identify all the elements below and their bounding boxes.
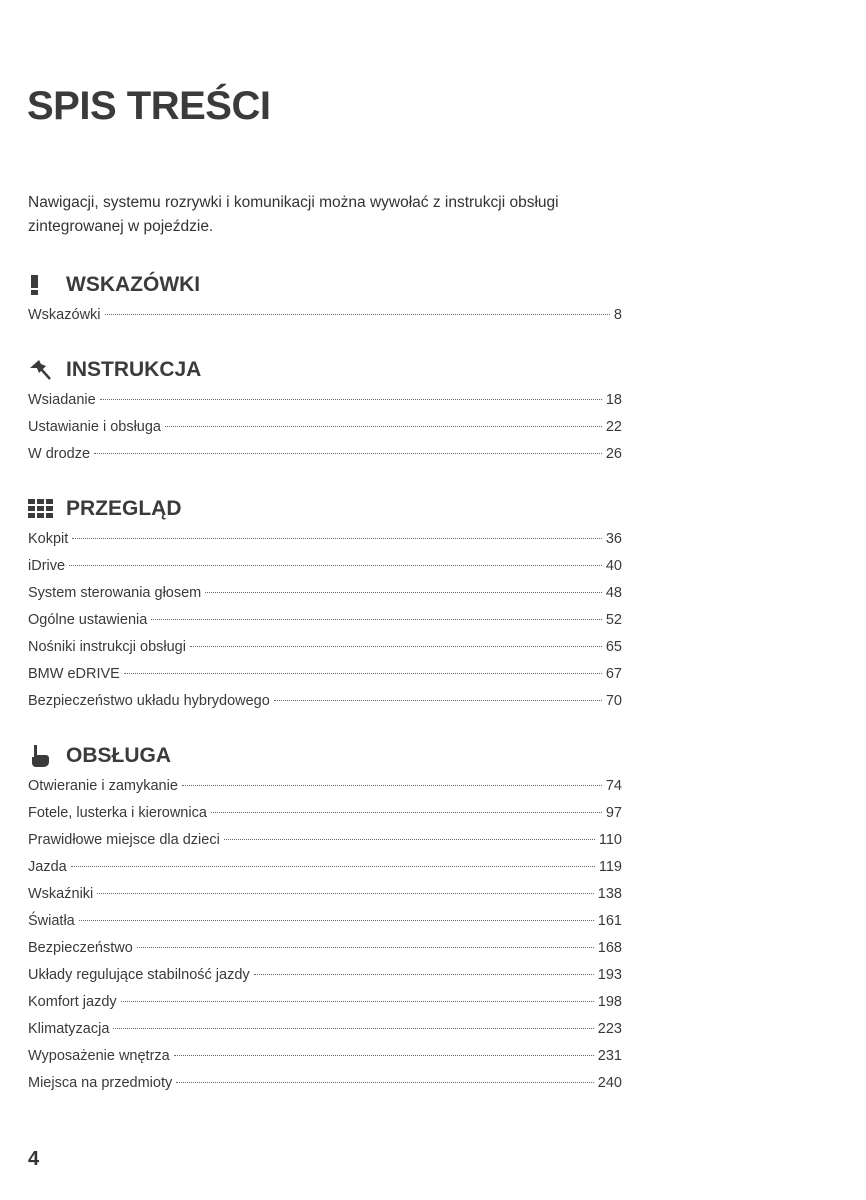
entry-page: 18: [605, 392, 622, 408]
toc-entry[interactable]: [28, 827, 622, 854]
entry-page: 168: [597, 940, 622, 956]
entry-label: Bezpieczeństwo układu hybrydowego: [28, 693, 270, 709]
section-heading: [28, 356, 622, 384]
entry-page: 40: [605, 558, 622, 574]
entry-page: 161: [597, 913, 622, 929]
toc-entry[interactable]: [28, 607, 622, 634]
entry-page: 193: [597, 967, 622, 983]
dot-leader: [71, 866, 595, 867]
entry-label: Prawidłowe miejsce dla dzieci: [28, 832, 220, 848]
page-number: 4: [28, 1148, 40, 1170]
dot-leader: [137, 947, 594, 948]
entry-label: Kokpit: [28, 531, 69, 547]
entry-page: 74: [605, 778, 622, 794]
entry-label: Komfort jazdy: [28, 994, 117, 1010]
toc-entry[interactable]: [28, 387, 622, 414]
entry-label: Wskazówki: [28, 307, 101, 323]
dot-leader: [100, 399, 602, 400]
section-title: OBSŁUGA: [66, 744, 171, 767]
dot-leader: [205, 592, 602, 593]
table-of-contents: [28, 271, 622, 1124]
entry-label: Otwieranie i zamykanie: [28, 778, 178, 794]
section-heading: [28, 495, 622, 523]
entry-label: Fotele, lusterka i kierownica: [28, 805, 207, 821]
toc-entry[interactable]: [28, 580, 622, 607]
dot-leader: [274, 700, 602, 701]
dot-leader: [105, 314, 610, 315]
dot-leader: [254, 974, 594, 975]
dot-leader: [113, 1028, 593, 1029]
entry-page: 231: [597, 1048, 622, 1064]
section-title: PRZEGLĄD: [66, 497, 182, 520]
pointing-hand-icon: [28, 744, 58, 768]
toc-entry[interactable]: [28, 441, 622, 468]
entry-label: Światła: [28, 913, 75, 929]
toc-entry[interactable]: [28, 935, 622, 962]
entry-page: 8: [613, 307, 622, 323]
dot-leader: [94, 453, 602, 454]
toc-section: [28, 495, 622, 715]
toc-entry[interactable]: [28, 634, 622, 661]
toc-entry[interactable]: [28, 1043, 622, 1070]
entry-page: 48: [605, 585, 622, 601]
section-heading: [28, 742, 622, 770]
entry-label: BMW eDRIVE: [28, 666, 120, 682]
dot-leader: [124, 673, 602, 674]
exclamation-icon: [28, 274, 58, 296]
dot-leader: [151, 619, 602, 620]
entry-label: Wskaźniki: [28, 886, 94, 902]
entry-label: Ustawianie i obsługa: [28, 419, 161, 435]
entry-page: 52: [605, 612, 622, 628]
entry-page: 36: [605, 531, 622, 547]
toc-entry[interactable]: [28, 908, 622, 935]
dot-leader: [211, 812, 602, 813]
toc-entry[interactable]: [28, 1016, 622, 1043]
entry-page: 223: [597, 1021, 622, 1037]
section-title: WSKAZÓWKI: [66, 273, 201, 296]
entry-page: 22: [605, 419, 622, 435]
entry-label: Wsiadanie: [28, 392, 96, 408]
dot-leader: [224, 839, 595, 840]
toc-entry[interactable]: [28, 1070, 622, 1097]
entry-page: 97: [605, 805, 622, 821]
dot-leader: [97, 893, 594, 894]
section-title: INSTRUKCJA: [66, 358, 202, 381]
entry-page: 26: [605, 446, 622, 462]
dot-leader: [182, 785, 602, 786]
toc-section: [28, 742, 622, 1097]
dot-leader: [165, 426, 602, 427]
grid-icon: [28, 499, 58, 519]
dot-leader: [69, 565, 602, 566]
entry-page: 138: [597, 886, 622, 902]
section-heading: [28, 271, 622, 299]
entry-label: iDrive: [28, 558, 66, 574]
entry-label: Miejsca na przedmioty: [28, 1075, 173, 1091]
pushpin-icon: [28, 358, 58, 382]
toc-entry[interactable]: [28, 773, 622, 800]
entry-label: Jazda: [28, 859, 67, 875]
entry-page: 119: [598, 859, 622, 875]
entry-label: W drodze: [28, 446, 91, 462]
entry-label: Wyposażenie wnętrza: [28, 1048, 170, 1064]
toc-entry[interactable]: [28, 688, 622, 715]
toc-entry[interactable]: [28, 800, 622, 827]
entry-page: 65: [605, 639, 622, 655]
toc-section: [28, 356, 622, 468]
toc-section: [28, 271, 622, 329]
dot-leader: [72, 538, 602, 539]
toc-entry[interactable]: [28, 526, 622, 553]
entry-label: Bezpieczeństwo: [28, 940, 133, 956]
intro-text: Nawigacji, systemu rozrywki i komunikacji można wywołać z instrukcji obsługi zintegrowanej w pojeździe.: [28, 194, 559, 235]
entry-label: System sterowania głosem: [28, 585, 202, 601]
toc-entry[interactable]: [28, 414, 622, 441]
dot-leader: [174, 1055, 594, 1056]
entry-page: 110: [598, 832, 622, 848]
dot-leader: [79, 920, 594, 921]
entry-page: 67: [605, 666, 622, 682]
entry-label: Nośniki instrukcji obsługi: [28, 639, 186, 655]
toc-entry[interactable]: [28, 553, 622, 580]
dot-leader: [176, 1082, 594, 1083]
entry-label: Układy regulujące stabilność jazdy: [28, 967, 250, 983]
entry-label: Klimatyzacja: [28, 1021, 110, 1037]
toc-entry[interactable]: [28, 661, 622, 688]
dot-leader: [190, 646, 602, 647]
entry-page: 70: [605, 693, 622, 709]
toc-entry[interactable]: [28, 962, 622, 989]
toc-entry[interactable]: [28, 854, 622, 881]
toc-entry[interactable]: [28, 989, 622, 1016]
entry-page: 240: [597, 1075, 622, 1091]
toc-entry[interactable]: [28, 302, 622, 329]
entry-label: Ogólne ustawienia: [28, 612, 148, 628]
dot-leader: [121, 1001, 594, 1002]
entry-page: 198: [597, 994, 622, 1010]
toc-entry[interactable]: [28, 881, 622, 908]
page-title: SPIS TREŚCI: [27, 84, 271, 128]
